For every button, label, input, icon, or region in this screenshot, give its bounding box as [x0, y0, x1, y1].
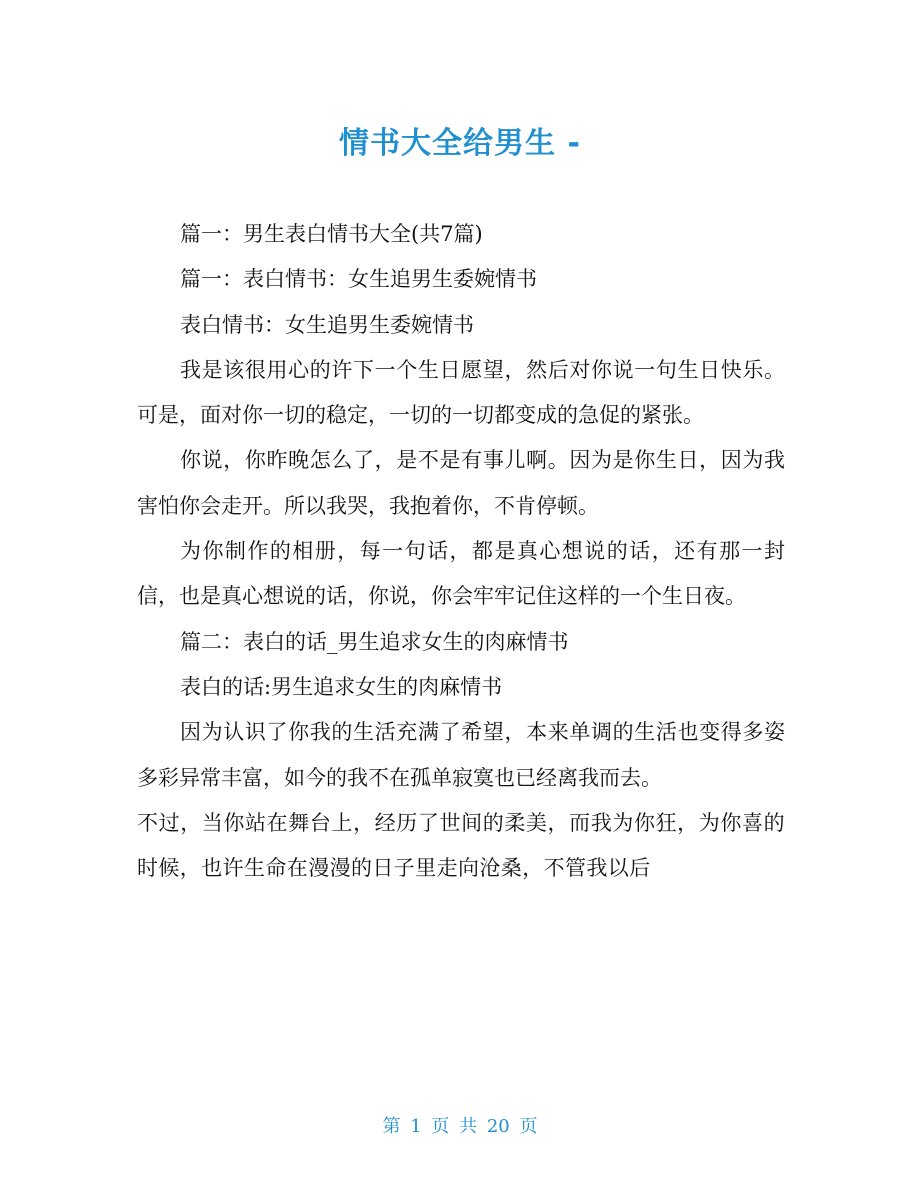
paragraph: 我是该很用心的许下一个生日愿望，然后对你说一句生日快乐。可是，面对你一切的稳定，一切的一切都变成的急促的紧张。 [137, 357, 785, 428]
paragraph: 表白的话:男生追求女生的肉麻情书 [180, 674, 503, 699]
paragraph: 因为认识了你我的生活充满了希望，本来单调的生活也变得多姿多彩异常丰富，如今的我不在孤单寂寞也已经离我而去。 [137, 720, 785, 790]
paragraph: 篇二：表白的话_男生追求女生的肉麻情书 [180, 629, 569, 654]
document-title: 情书大全给男生 - [339, 126, 581, 161]
page-number-footer: 第 1 页 共 20 页 [382, 1116, 538, 1137]
document-body [137, 212, 785, 891]
paragraph: 篇一：男生表白情书大全(共7篇) [180, 222, 483, 246]
paragraph: 你说，你昨晚怎么了，是不是有事儿啊。因为是你生日，因为我害怕你会走开。所以我哭，我抱着你，不肯停顿。 [137, 448, 785, 518]
paragraph: 不过，当你站在舞台上，经历了世间的柔美，而我为你狂，为你喜的时候，也许生命在漫漫的日子里走向沧桑，不管我以后 [137, 810, 785, 881]
paragraph: 为你制作的相册，每一句话，都是真心想说的话，还有那一封信，也是真心想说的话，你说，你会牢牢记住这样的一个生日夜。 [137, 539, 785, 609]
paragraph: 表白情书：女生追男生委婉情书 [180, 312, 474, 337]
paragraph: 篇一：表白情书：女生追男生委婉情书 [180, 267, 537, 292]
